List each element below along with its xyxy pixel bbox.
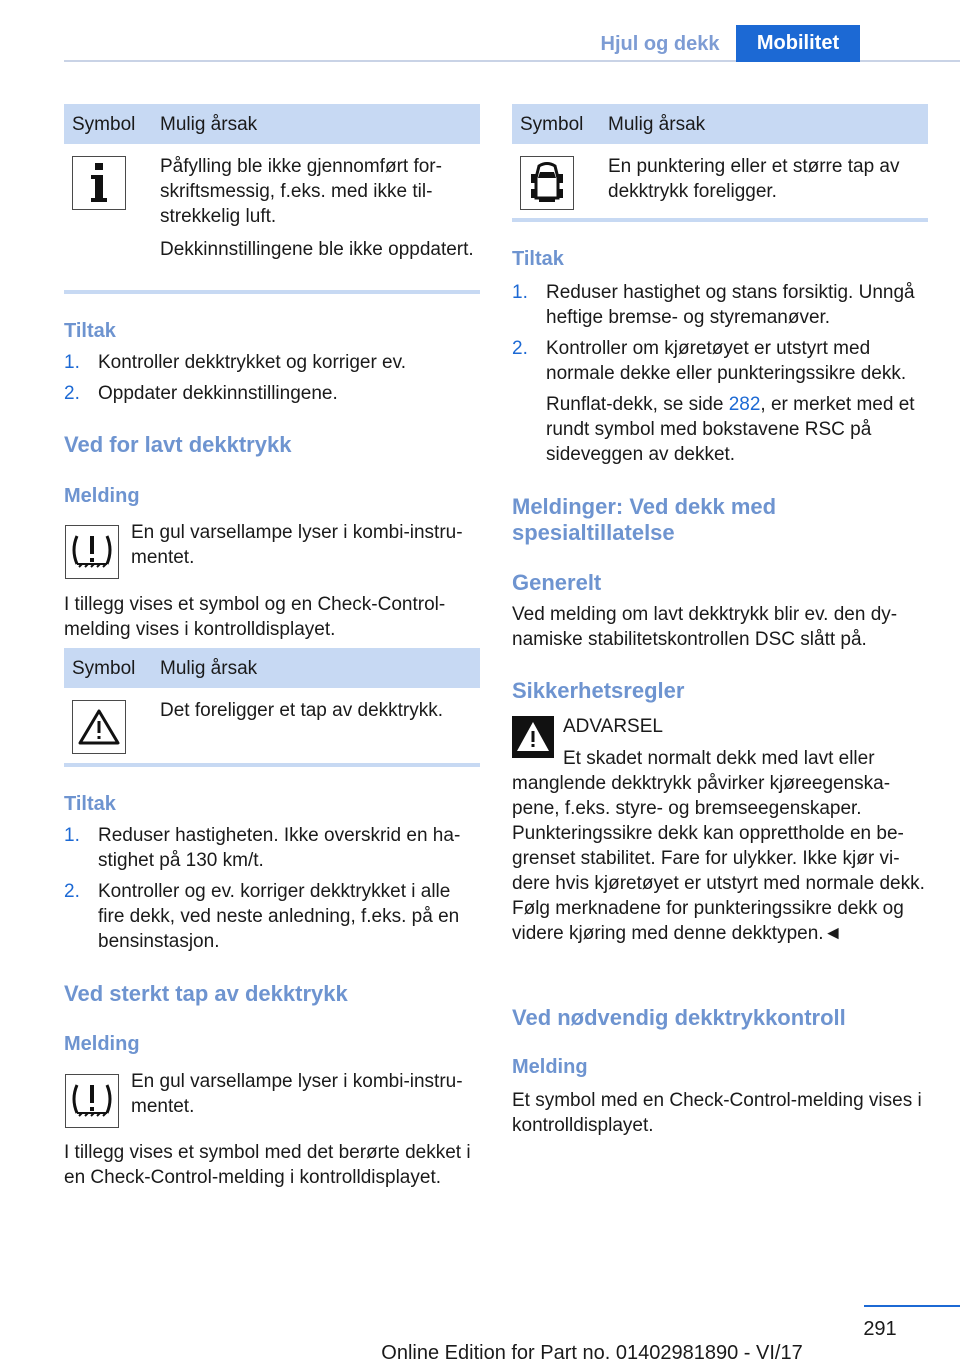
col-cause: Mulig årsak	[152, 648, 480, 688]
lamp-text: En gul varsellampe lyser i kombi-instrumentet.	[131, 522, 463, 568]
lamp-text: En gul varsellampe lyser i kombi-instrumentet.	[131, 1071, 463, 1117]
list-item: 2. Oppdater dekkinnstillingene.	[64, 383, 338, 404]
list-item: 2. Kontroller om kjøretøyet er utstyrt med normale dekke eller punkteringssikre dekk. Runflat-dekk, se side 282, er merket med et rundt symbol med bokstavene RSC på sideveggen av dekket.	[512, 338, 915, 465]
subsection-heading: Sikkerhetsregler	[512, 678, 685, 703]
section-title: Ved for lavt dekktrykk	[64, 432, 292, 457]
page-number: 291	[863, 1318, 897, 1340]
warning-text: Et skadet normalt dekk med lavt eller manglende dekktrykk påvirker kjøreegenskapene, f.eks. styre- og bremseegenskaper. Punkteringssikre dekk kan opprettholde en begrenset stabilitet. Fare for ulykker. Ikke kjør videre hvis kjøretøyet er utstyrt med normale dekk. Følg merknadene for punkteringssikre dekk og videre kjøring med denne dekktypen.◄	[512, 748, 925, 944]
section-title: Ved nødvendig dekktrykkontroll	[512, 1005, 846, 1030]
steps-list	[64, 350, 480, 412]
car-flat-tire-icon	[520, 156, 574, 210]
paragraph: I tillegg vises et symbol og en Check-Control-melding vises i kontrolldisplayet.	[64, 594, 446, 640]
subsection-heading: Melding	[512, 1056, 588, 1078]
list-item: 2. Kontroller og ev. korriger dekktrykket i alle fire dekk, ved neste anledning, f.eks. på en bensinstasjon.	[64, 881, 460, 952]
warning-triangle-icon	[72, 700, 126, 754]
steps-list	[64, 823, 480, 960]
symbol-table-2	[64, 648, 480, 764]
section-heading: Tiltak	[512, 248, 564, 270]
subsection-heading: Melding	[64, 1033, 140, 1055]
section-heading: Tiltak	[64, 320, 116, 342]
paragraph: Et symbol med en Check-Control-melding vises i kontrolldisplayet.	[512, 1090, 922, 1136]
list-item: 1. Kontroller dekktrykket og korriger ev.	[64, 352, 406, 373]
col-symbol: Symbol	[64, 104, 152, 144]
paragraph: Ved melding om lavt dekktrykk blir ev. den dynamiske stabilitetskontrollen DSC slått på.	[512, 604, 898, 650]
cause-text: Påfylling ble ikke gjennomført forskriftsmessig, f.eks. med ikke tilstrekkelig luft.	[160, 156, 442, 227]
page-number-rule	[864, 1305, 960, 1307]
cause-text: Dekkinnstillingene ble ikke oppdatert.	[160, 239, 474, 260]
col-symbol: Symbol	[512, 104, 600, 144]
table-end-rule	[64, 763, 480, 767]
warning-label: ADVARSEL	[563, 716, 663, 737]
col-cause: Mulig årsak	[152, 104, 480, 144]
cause-text: En punktering eller et større tap av dekktrykk foreligger.	[608, 156, 900, 202]
table-end-rule	[64, 290, 480, 294]
col-symbol: Symbol	[64, 648, 152, 688]
section-heading: Tiltak	[64, 793, 116, 815]
cause-text: Det foreligger et tap av dekktrykk.	[160, 700, 444, 721]
symbol-table-3	[512, 104, 928, 220]
page-link[interactable]: 282	[728, 394, 761, 415]
section-title: Ved sterkt tap av dekktrykk	[64, 981, 348, 1006]
header-chapter-tab: Mobilitet	[736, 25, 860, 62]
info-i-icon	[72, 156, 126, 210]
paragraph: I tillegg vises et symbol med det berørte dekket i en Check-Control-melding i kontrolldisplayet.	[64, 1142, 471, 1188]
list-item: 1. Reduser hastigheten. Ikke overskrid en hastighet på 130 km/t.	[64, 825, 461, 871]
symbol-table-1	[64, 104, 480, 280]
list-item: 1. Reduser hastighet og stans forsiktig. Unngå heftige bremse- og styremanøver.	[512, 282, 915, 328]
section-title: Meldinger: Ved dekk med spesialtillatelse	[512, 494, 777, 545]
header-section: Hjul og dekk	[600, 33, 720, 55]
steps-list	[512, 280, 928, 473]
footer-edition: Online Edition for Part no. 01402981890 - VI/17	[381, 1342, 803, 1364]
table-end-rule	[512, 218, 928, 222]
subsection-heading: Generelt	[512, 570, 602, 595]
col-cause: Mulig årsak	[600, 104, 928, 144]
subsection-heading: Melding	[64, 485, 140, 507]
tire-pressure-warning-icon	[65, 1074, 119, 1128]
tire-pressure-warning-icon	[65, 525, 119, 579]
